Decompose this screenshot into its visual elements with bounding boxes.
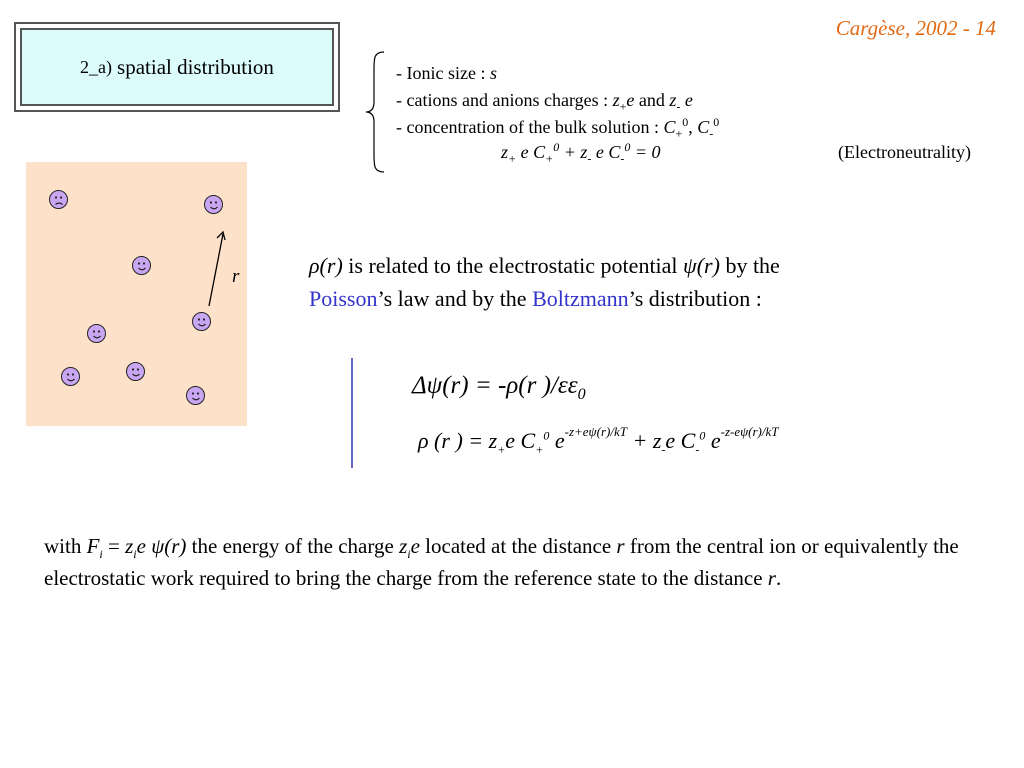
poisson-link: Poisson bbox=[309, 286, 378, 311]
boltzmann-link: Boltzmann bbox=[532, 286, 629, 311]
relation-paragraph: ρ(r) is related to the electrostatic potential ψ(r) by the Poisson’s law and by the Boltzmann’s distribution : bbox=[309, 253, 780, 311]
ion-smile-icon bbox=[126, 362, 145, 381]
distance-arrow bbox=[205, 226, 229, 310]
ion-smile-icon bbox=[192, 312, 211, 331]
concentration-line: - concentration of the bulk solution : $C_+^0$, $C_-^0$ bbox=[396, 115, 720, 141]
charges-line: - cations and anions charges : $z_+e$ and $z_-$ e bbox=[396, 90, 693, 114]
ionic-size-line: - Ionic size : s bbox=[396, 63, 497, 83]
title-box bbox=[14, 22, 340, 112]
title-prefix: 2_a) bbox=[80, 56, 113, 77]
electroneutrality-equation: $z_+$ e $C_+^0 + z_-$ e $C_-^0 = 0$ bbox=[501, 140, 661, 166]
poisson-equation: Δψ(r) = -ρ(r )$/\varepsilon\varepsilon_0$ bbox=[412, 372, 586, 403]
title-box-inner bbox=[20, 28, 334, 106]
curly-brace-icon bbox=[364, 50, 394, 174]
parameters-list bbox=[396, 60, 719, 141]
title-text: spatial distribution bbox=[117, 54, 274, 79]
ion-smile-icon bbox=[132, 256, 151, 275]
boltzmann-equation: ρ (r ) = $z_+e$ $C_+^0$ $e^{-z+e\psi(r)/kT} + z_-e$ $C_-^0$ $e^{-z-e\psi(r)/kT}$ bbox=[418, 423, 779, 457]
slide-header: Cargèse, 2002 - 14 bbox=[835, 16, 996, 40]
electroneutrality-label: (Electroneutrality) bbox=[838, 142, 971, 162]
central-ion-frown-icon bbox=[49, 190, 68, 209]
equation-divider bbox=[351, 358, 353, 468]
distance-label: r bbox=[232, 266, 240, 287]
ion-smile-icon bbox=[186, 386, 205, 405]
ion-smile-icon bbox=[61, 367, 80, 386]
energy-description: with $F_i = z_ie$ ψ(r) the energy of the charge $z_ie$ located at the distance r from the central ion or equivalently the electrostatic work required to bring the charge from the reference state to the distance r. bbox=[44, 534, 959, 590]
ion-smile-icon bbox=[204, 195, 223, 214]
ion-smile-icon bbox=[87, 324, 106, 343]
